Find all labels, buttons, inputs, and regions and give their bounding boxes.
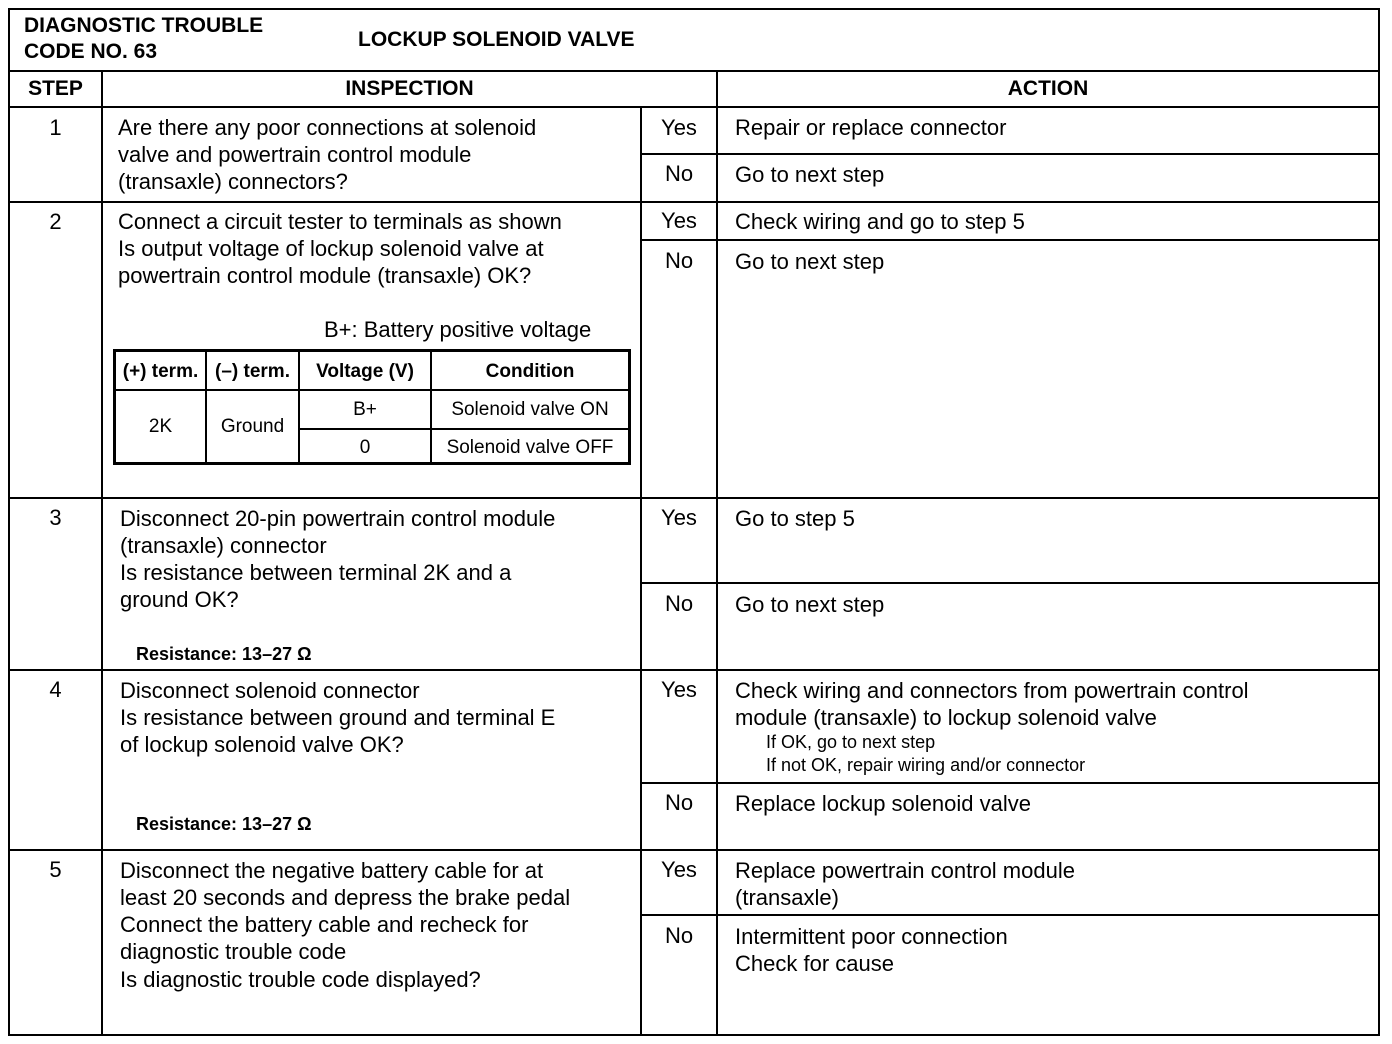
- condition-value: Solenoid valve OFF: [446, 437, 614, 458]
- inspection-text: Disconnect the negative battery cable for at: [120, 858, 544, 883]
- action-text: Check for cause: [735, 951, 894, 976]
- action-text: Go to next step: [735, 162, 885, 187]
- rule: [716, 70, 718, 1036]
- voltage-table-header: Condition: [485, 361, 575, 382]
- voltage-value: 0: [359, 437, 371, 458]
- step-number: 5: [49, 857, 62, 882]
- action-text: Go to step 5: [735, 506, 855, 531]
- inspection-text: least 20 seconds and depress the brake pedal: [120, 885, 571, 910]
- step-number: 4: [49, 677, 62, 702]
- inspection-text: valve and powertrain control module: [118, 142, 472, 167]
- yes-label: Yes: [661, 505, 697, 530]
- rule: [641, 153, 1380, 155]
- action-text: (transaxle): [735, 885, 839, 910]
- action-text: Go to next step: [735, 592, 885, 617]
- inspection-text: Is resistance between terminal 2K and a: [120, 560, 512, 585]
- action-text: module (transaxle) to lockup solenoid valve: [735, 705, 1157, 730]
- rule: [8, 497, 1380, 499]
- inspection-text: ground OK?: [120, 587, 239, 612]
- yes-label: Yes: [661, 857, 697, 882]
- voltage-table-header: (–) term.: [215, 361, 290, 382]
- action-text: Check wiring and connectors from powertrain control: [735, 678, 1249, 703]
- action-subtext: If not OK, repair wiring and/or connector: [766, 755, 1086, 775]
- inspection-text: Connect the battery cable and recheck for: [120, 912, 529, 937]
- action-subtext: If OK, go to next step: [766, 732, 936, 752]
- rule: [8, 106, 1380, 108]
- no-label: No: [664, 923, 694, 948]
- rule: [641, 239, 1380, 241]
- column-inspection: INSPECTION: [345, 77, 474, 100]
- action-text: Replace powertrain control module: [735, 858, 1075, 883]
- inspection-text: Disconnect 20-pin powertrain control module: [120, 506, 556, 531]
- voltage-note: B+: Battery positive voltage: [324, 317, 592, 342]
- step-number: 1: [49, 115, 62, 140]
- voltage-table: [113, 349, 631, 465]
- rule: [8, 201, 1380, 203]
- inspection-text: diagnostic trouble code: [120, 939, 347, 964]
- header-title-line1: DIAGNOSTIC TROUBLE: [24, 14, 264, 37]
- step-number: 2: [49, 209, 62, 234]
- action-text: Go to next step: [735, 249, 885, 274]
- yes-label: Yes: [661, 115, 697, 140]
- rule: [101, 70, 103, 1036]
- no-label: No: [664, 248, 694, 273]
- action-text: Intermittent poor connection: [735, 924, 1008, 949]
- terminal-minus: Ground: [220, 416, 285, 437]
- action-text: Check wiring and go to step 5: [735, 209, 1025, 234]
- inspection-text: (transaxle) connectors?: [118, 169, 348, 194]
- resistance-spec: Resistance: 13–27 Ω: [136, 814, 312, 834]
- rule: [8, 849, 1380, 851]
- inspection-text: of lockup solenoid valve OK?: [120, 732, 404, 757]
- inspection-text: Is output voltage of lockup solenoid valve at: [118, 236, 544, 261]
- condition-value: Solenoid valve ON: [451, 399, 609, 420]
- rule: [300, 428, 628, 430]
- voltage-value: B+: [353, 399, 377, 420]
- inspection-text: Connect a circuit tester to terminals as shown: [118, 209, 562, 234]
- terminal-plus: 2K: [148, 416, 173, 437]
- inspection-text: Are there any poor connections at solenoid: [118, 115, 537, 140]
- voltage-table-header: (+) term.: [122, 361, 199, 382]
- resistance-spec: Resistance: 13–27 Ω: [136, 644, 312, 664]
- inspection-text: Is resistance between ground and terminal E: [120, 705, 556, 730]
- no-label: No: [664, 591, 694, 616]
- column-action: ACTION: [1007, 77, 1089, 100]
- yes-label: Yes: [661, 677, 697, 702]
- rule: [641, 782, 1380, 784]
- rule: [641, 914, 1380, 916]
- inspection-text: powertrain control module (transaxle) OK?: [118, 263, 532, 288]
- inspection-text: Is diagnostic trouble code displayed?: [120, 967, 481, 992]
- column-step: STEP: [28, 77, 83, 100]
- rule: [641, 582, 1380, 584]
- rule: [8, 70, 1380, 72]
- action-text: Repair or replace connector: [735, 115, 1007, 140]
- inspection-text: Disconnect solenoid connector: [120, 678, 420, 703]
- no-label: No: [664, 161, 694, 186]
- no-label: No: [664, 790, 694, 815]
- yes-label: Yes: [661, 208, 697, 233]
- header-title-line2: CODE NO. 63: [24, 40, 158, 63]
- rule: [116, 389, 628, 391]
- header-subject: LOCKUP SOLENOID VALVE: [358, 28, 635, 51]
- inspection-text: (transaxle) connector: [120, 533, 327, 558]
- rule: [8, 669, 1380, 671]
- voltage-table-header: Voltage (V): [316, 361, 414, 382]
- action-text: Replace lockup solenoid valve: [735, 791, 1031, 816]
- step-number: 3: [49, 505, 62, 530]
- rule: [640, 106, 642, 1036]
